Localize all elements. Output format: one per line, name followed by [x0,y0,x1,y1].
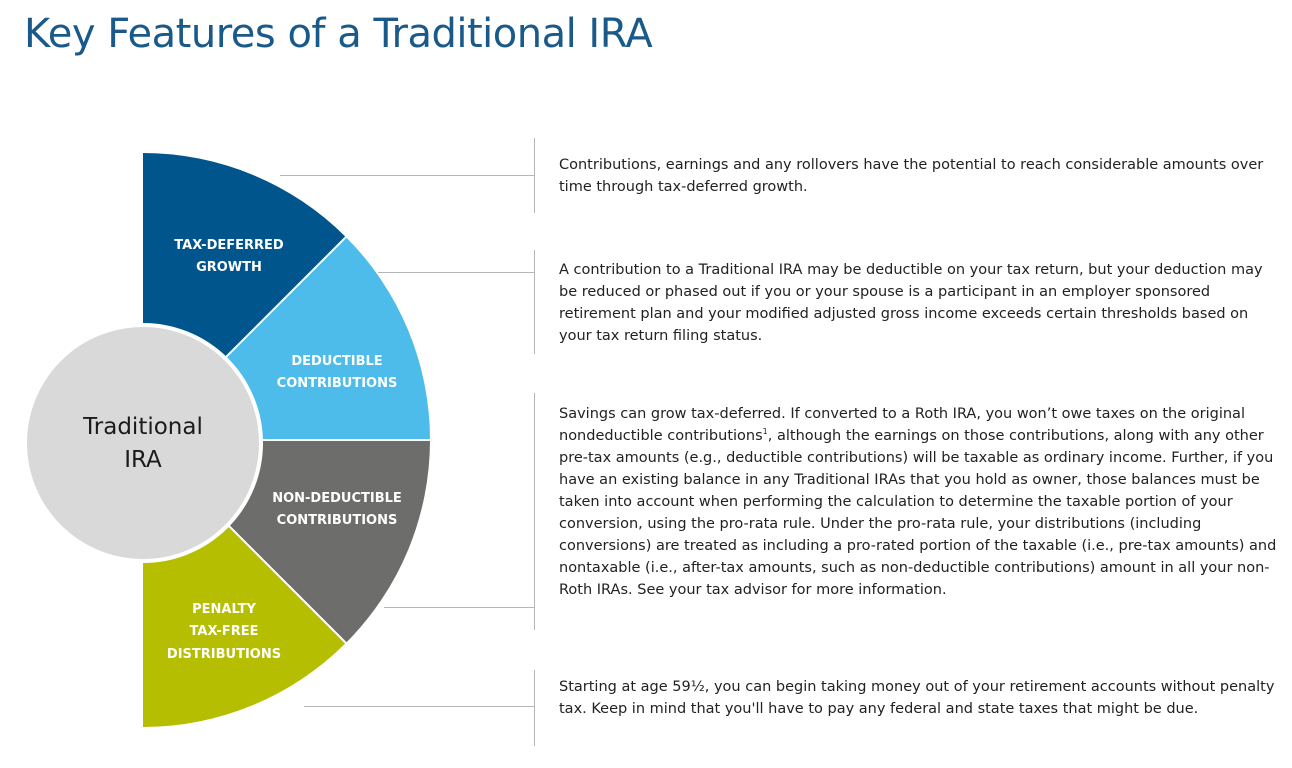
segment-label-deductible-line1: DEDUCTIBLE [291,354,383,369]
center-circle [25,325,261,561]
segment-label-penalty-line1: PENALTY [192,602,256,617]
center-label-line1: Traditional [83,414,203,440]
description-non-deductible-text-part2: , although the earnings on those contributions, along with any other pre-tax amounts (e.g., deductible contributions) will be taxable as ordinary income. Further, if you have an existing balance in any Traditional IRAs that you hold as owner, those balances must be taken into account when performing the calculation to determine the taxable portion of your conversion, using the pro-rata rule. Under the pro-rata rule, your distributions (including conversions) are treated as including a pro-rated portion of the taxable (i.e., pre-tax amounts) and nontaxable (i.e., after-tax amounts, such as non-deductible contributions) amount in all your non-Roth IRAs. See your tax advisor for more information. [559,428,1277,598]
description-deductible-contributions: A contribution to a Traditional IRA may be deductible on your tax return, but your deduction may be reduced or phased out if you or your spouse is a participant in an employer sponsored retirement plan and your modified adjusted gross income exceeds certain thresholds based on your tax return filing status. [559,262,1263,344]
center-label-line2: IRA [124,447,162,473]
page-title: Key Features of a Traditional IRA [24,11,653,57]
description-penalty-tax-free-distributions: Starting at age 59½, you can begin taking money out of your retirement accounts without penalty tax. Keep in mind that you'll have to pay any federal and state taxes that might be due. [559,679,1275,717]
segment-label-deductible-line2: CONTRIBUTIONS [276,376,398,391]
description-non-deductible-text-part1: Savings can grow tax-deferred. If converted to a Roth IRA, you won’t owe taxes on the original nondeductible contributions [559,406,1245,444]
segment-label-tax-deferred-line1: TAX-DEFERRED [174,238,284,253]
segment-label-penalty-line2: TAX-FREE [189,624,259,639]
segment-label-non-deductible-line2: CONTRIBUTIONS [276,513,398,528]
segment-label-penalty-line3: DISTRIBUTIONS [166,647,282,662]
description-tax-deferred-growth: Contributions, earnings and any rollovers have the potential to reach considerable amounts over time through tax-deferred growth. [559,157,1264,195]
segment-label-tax-deferred-line2: GROWTH [196,260,262,275]
footnote-marker: 1 [762,427,768,437]
description-non-deductible-contributions [559,403,1279,601]
segment-label-non-deductible-line1: NON-DEDUCTIBLE [272,491,402,506]
